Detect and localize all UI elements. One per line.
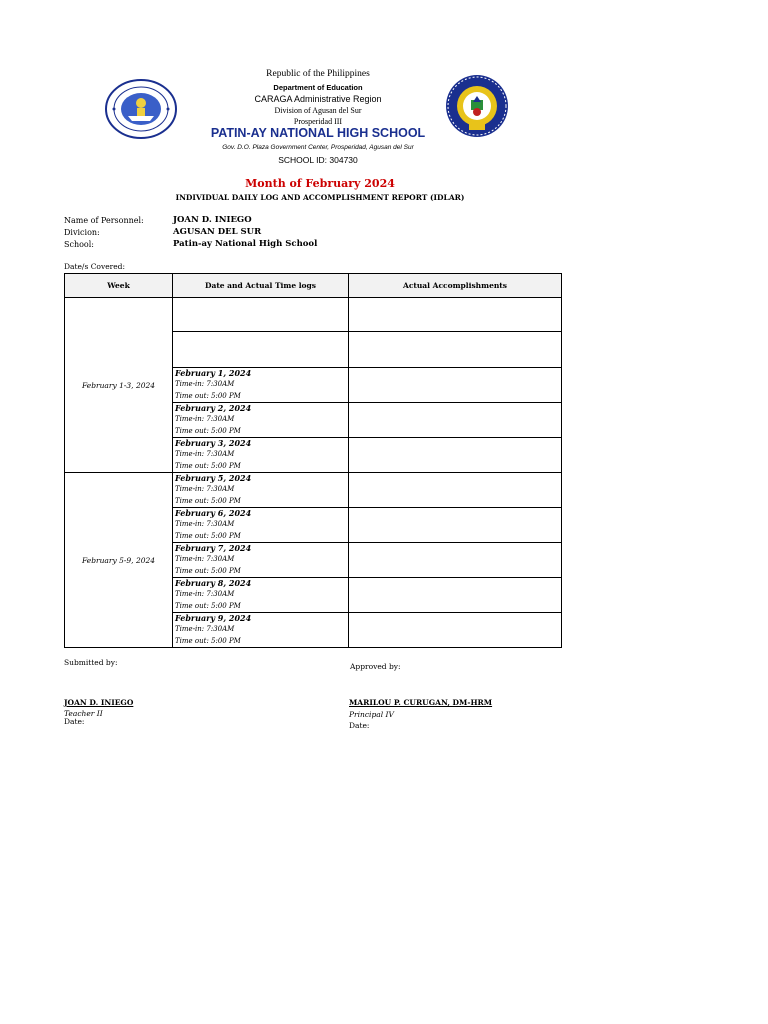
week-label: February 1-3, 2024 [65, 298, 173, 473]
log-date: February 3, 2024 [175, 438, 252, 448]
accomplishment-cell [349, 403, 562, 438]
time-in: Time-in: 7:30AM [175, 450, 235, 458]
approved-name: MARILOU P. CURUGAN, DM-HRM [349, 698, 493, 707]
day-log-cell [173, 438, 349, 473]
department-line: Department of Education [273, 83, 363, 92]
log-date: February 8, 2024 [175, 578, 252, 588]
time-in: Time-in: 7:30AM [175, 520, 235, 528]
region-line: CARAGA Administrative Region [254, 94, 382, 104]
week-label: February 5-9, 2024 [65, 473, 173, 648]
table-row [65, 298, 562, 332]
approved-date-label: Date: [349, 721, 370, 730]
division-value: AGUSAN DEL SUR [173, 227, 262, 237]
deped-seal-icon [104, 78, 178, 140]
republic-line: Republic of the Philippines [266, 69, 370, 79]
school-address: Gov. D.O. Plaza Government Center, Prosperidad, Agusan del Sur [222, 144, 414, 151]
time-in: Time-in: 7:30AM [175, 485, 235, 493]
empty-time-cell [173, 332, 349, 368]
report-title: INDIVIDUAL DAILY LOG AND ACCOMPLISHMENT REPORT (IDLAR) [175, 193, 465, 202]
day-log-cell [173, 403, 349, 438]
log-date: February 7, 2024 [175, 543, 252, 553]
submitted-by-label: Submitted by: [64, 658, 118, 667]
accomplishment-cell [349, 508, 562, 543]
approved-position: Principal IV [349, 710, 394, 719]
district-line: Prosperidad III [293, 117, 343, 126]
time-out: Time out: 5:00 PM [175, 391, 241, 400]
accomplishment-cell [349, 543, 562, 578]
log-date: February 5, 2024 [175, 473, 252, 483]
day-log-cell [173, 368, 349, 403]
header-week: Week [65, 274, 173, 298]
school-seal-icon [445, 74, 509, 138]
accomplishment-cell [349, 613, 562, 648]
submitted-name: JOAN D. INIEGO [64, 698, 134, 707]
log-date: February 6, 2024 [175, 508, 252, 518]
time-out: Time out: 5:00 PM [175, 461, 241, 470]
day-log-cell [173, 578, 349, 613]
time-out: Time out: 5:00 PM [175, 636, 241, 645]
day-log-cell [173, 543, 349, 578]
accomplishment-cell [349, 438, 562, 473]
accomplishment-cell [349, 473, 562, 508]
school-label: School: [64, 240, 94, 249]
time-in: Time-in: 7:30AM [175, 590, 235, 598]
day-log-cell [173, 508, 349, 543]
accomplishment-cell [349, 298, 562, 332]
header-accomplishments: Actual Accomplishments [349, 274, 562, 298]
empty-time-cell [173, 298, 349, 332]
submitted-position: Teacher II [64, 709, 103, 718]
division-line: Division of Agusan del Sur [274, 106, 362, 115]
accomplishment-cell [349, 578, 562, 613]
approved-by-label: Approved by: [350, 662, 401, 671]
log-date: February 9, 2024 [175, 613, 252, 623]
time-out: Time out: 5:00 PM [175, 426, 241, 435]
accomplishment-cell [349, 368, 562, 403]
day-log-cell [173, 473, 349, 508]
school-value: Patin-ay National High School [173, 239, 318, 249]
dates-covered-label: Date/s Covered: [64, 262, 125, 271]
accomplishment-cell [349, 332, 562, 368]
report-month: Month of February 2024 [245, 177, 395, 190]
division-label: Divicion: [64, 228, 100, 237]
name-value: JOAN D. INIEGO [173, 215, 252, 225]
table-header-row [65, 274, 562, 298]
school-name: PATIN-AY NATIONAL HIGH SCHOOL [210, 126, 426, 140]
school-id: SCHOOL ID: 304730 [278, 155, 358, 165]
time-out: Time out: 5:00 PM [175, 531, 241, 540]
time-in: Time-in: 7:30AM [175, 415, 235, 423]
time-out: Time out: 5:00 PM [175, 496, 241, 505]
idlar-table [64, 273, 562, 648]
time-in: Time-in: 7:30AM [175, 380, 235, 388]
header-date-time: Date and Actual Time logs [173, 274, 349, 298]
time-out: Time out: 5:00 PM [175, 601, 241, 610]
log-date: February 2, 2024 [175, 403, 252, 413]
time-in: Time-in: 7:30AM [175, 555, 235, 563]
day-log-cell [173, 613, 349, 648]
submitted-date-label: Date: [64, 717, 85, 726]
name-label: Name of Personnel: [64, 216, 144, 225]
time-in: Time-in: 7:30AM [175, 625, 235, 633]
log-date: February 1, 2024 [175, 368, 252, 378]
time-out: Time out: 5:00 PM [175, 566, 241, 575]
table-row [65, 473, 562, 508]
